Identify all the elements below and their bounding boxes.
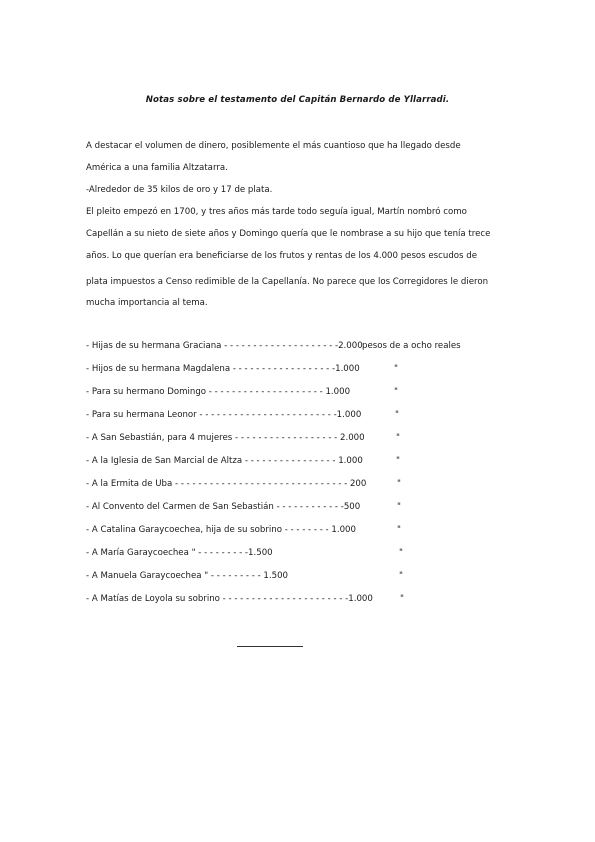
bequest-text: - A Catalina Garaycoechea, hija de su sobrino - - - - - - - - 1.000 [86, 525, 356, 535]
bequest-unit: pesos de a ocho reales [362, 341, 461, 351]
bequest-text: - A San Sebastián, para 4 mujeres - - - - - - - - - - - - - - - - - - 2.000 [86, 433, 365, 443]
paragraph-line: Capellán a su nieto de siete años y Domingo quería que le nombrase a su hijo que tenía trece [86, 229, 491, 239]
bequest-unit: " [397, 479, 401, 489]
bequest-unit: " [396, 433, 400, 443]
bequest-unit: " [395, 410, 399, 420]
bequest-text: - A la Iglesia de San Marcial de Altza - - - - - - - - - - - - - - - - 1.000 [86, 456, 363, 466]
paragraph-line: A destacar el volumen de dinero, posiblemente el más cuantioso que ha llegado desde [86, 141, 461, 151]
bequest-unit: " [397, 502, 401, 512]
paragraph-line: plata impuestos a Censo redimible de la Capellanía. No parece que los Corregidores le dieron [86, 277, 489, 287]
bequest-text: - Para su hermano Domingo - - - - - - - - - - - - - - - - - - - - 1.000 [86, 387, 351, 397]
document-title: Notas sobre el testamento del Capitán Bernardo de Yllarradi. [145, 95, 450, 105]
bequest-text: - Hijas de su hermana Graciana - - - - - - - - - - - - - - - - - - - -2.000 [86, 341, 363, 351]
closing-rule [237, 646, 303, 647]
bequest-text: - A María Garaycoechea " - - - - - - - - -1.500 [86, 548, 273, 558]
bequest-unit: " [399, 571, 403, 581]
paragraph-line: años. Lo que querían era beneficiarse de los frutos y rentas de los 4.000 pesos escudos de [86, 251, 477, 261]
paragraph-line: El pleito empezó en 1700, y tres años más tarde todo seguía igual, Martín nombró como [86, 207, 467, 217]
bequest-text: - A Matías de Loyola su sobrino - - - - - - - - - - - - - - - - - - - - - -1.000 [86, 594, 373, 604]
bequest-unit: " [394, 387, 398, 397]
paragraph-line: -Alrededor de 35 kilos de oro y 17 de plata. [86, 185, 273, 195]
paragraph-line: América a una familia Altzatarra. [86, 163, 228, 173]
paragraph-line: mucha importancia al tema. [86, 298, 208, 308]
bequest-unit: " [396, 456, 400, 466]
bequest-text: - Al Convento del Carmen de San Sebastián - - - - - - - - - - - -500 [86, 502, 361, 512]
bequest-text: - Para su hermana Leonor - - - - - - - - - - - - - - - - - - - - - - - -1.000 [86, 410, 362, 420]
bequest-unit: " [394, 364, 398, 374]
bequest-unit: " [400, 594, 404, 604]
bequest-unit: " [399, 548, 403, 558]
bequest-unit: " [397, 525, 401, 535]
bequest-text: - A la Ermita de Uba - - - - - - - - - - - - - - - - - - - - - - - - - - - - - - 200 [86, 479, 367, 489]
bequest-text: - Hijos de su hermana Magdalena - - - - - - - - - - - - - - - - - -1.000 [86, 364, 360, 374]
bequest-text: - A Manuela Garaycoechea " - - - - - - - - - 1.500 [86, 571, 289, 581]
